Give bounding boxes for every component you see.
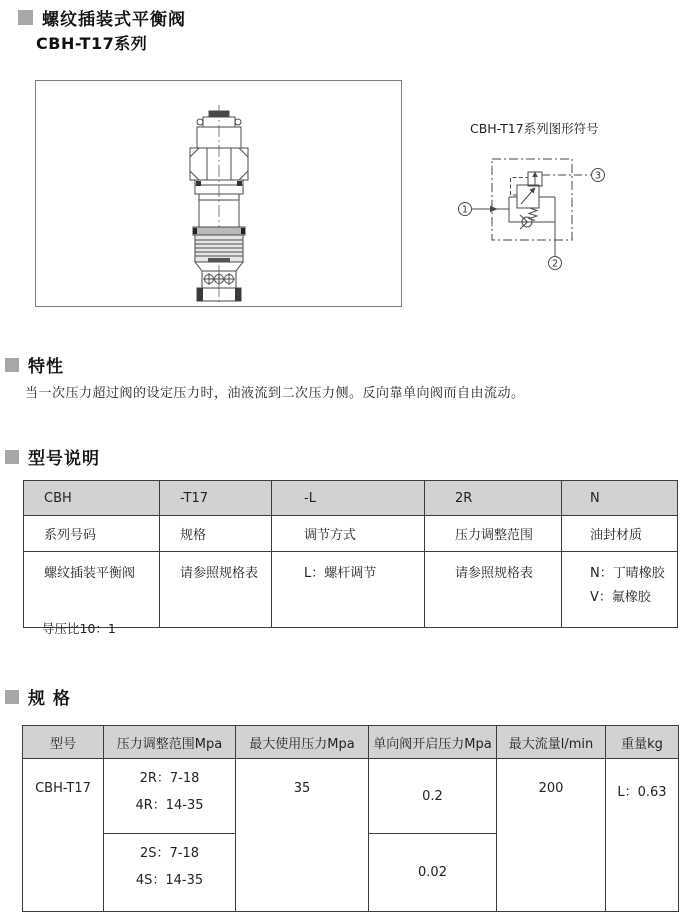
page-subtitle: CBH-T17系列 bbox=[36, 34, 148, 53]
spec-weight: L：0.63 bbox=[606, 759, 679, 912]
spec-check-opening-r: 0.2 bbox=[369, 759, 497, 834]
spec-header-model: 型号 bbox=[23, 726, 104, 759]
value-size: 请参照规格表 bbox=[160, 552, 272, 628]
pilot-ratio-note: 导压比10：1 bbox=[42, 621, 116, 636]
table-row bbox=[23, 759, 679, 834]
value-seal bbox=[562, 552, 678, 628]
features-heading-row bbox=[5, 352, 64, 377]
spec-header-check-opening: 单向阀开启压力Mpa bbox=[369, 726, 497, 759]
model-section-heading-row bbox=[5, 444, 100, 469]
seal-option-v: V：氟橡胶 bbox=[590, 590, 651, 605]
spec-pressure-r-group bbox=[104, 759, 236, 834]
spec-header-max-pressure: 最大使用压力Mpa bbox=[236, 726, 369, 759]
value-pressure-range: 请参照规格表 bbox=[425, 552, 562, 628]
features-heading: 特性 bbox=[28, 357, 64, 377]
valve-drawing bbox=[36, 81, 401, 306]
pressure-range-2s: 2S：7-18 bbox=[139, 846, 200, 861]
valve-drawing-box bbox=[35, 80, 402, 307]
model-section-heading: 型号说明 bbox=[28, 449, 100, 469]
label-size: 规格 bbox=[160, 516, 272, 552]
spec-header-weight: 重量kg bbox=[606, 726, 679, 759]
code-size: -T17 bbox=[160, 481, 272, 516]
pilot-stage-symbol bbox=[511, 172, 543, 196]
spec-section-heading: 规 格 bbox=[28, 689, 71, 709]
label-series: 系列号码 bbox=[24, 516, 160, 552]
table-row bbox=[23, 726, 679, 759]
spec-model: CBH-T17 bbox=[23, 759, 104, 912]
page-title-row bbox=[18, 5, 186, 30]
section-bullet-icon bbox=[5, 358, 19, 372]
value-adjust: L：螺杆调节 bbox=[272, 552, 425, 628]
pressure-range-4s: 4S：14-35 bbox=[135, 873, 204, 888]
value-series: 螺纹插装平衡阀 bbox=[24, 552, 160, 628]
port-3-label: 3 bbox=[594, 170, 602, 182]
section-bullet-icon bbox=[5, 450, 19, 464]
spec-table bbox=[22, 725, 679, 912]
cartridge-boundary-box bbox=[492, 159, 572, 240]
spec-section-heading-row bbox=[5, 684, 71, 709]
pressure-range-2r: 2R：7-18 bbox=[139, 771, 200, 786]
label-pressure-range: 压力调整范围 bbox=[425, 516, 562, 552]
spec-max-pressure: 35 bbox=[236, 759, 369, 912]
code-seal: N bbox=[562, 481, 678, 516]
port-1-label: 1 bbox=[461, 204, 469, 216]
flow-arrow-icon bbox=[490, 206, 498, 212]
spec-pressure-s-group bbox=[104, 834, 236, 912]
spec-header-pressure-range: 压力调整范围Mpa bbox=[104, 726, 236, 759]
code-pressure-range: 2R bbox=[425, 481, 562, 516]
table-row bbox=[24, 516, 678, 552]
label-adjust: 调节方式 bbox=[272, 516, 425, 552]
table-row bbox=[24, 481, 678, 516]
pressure-range-4r: 4R：14-35 bbox=[135, 798, 204, 813]
schematic-title: CBH-T17系列图形符号 bbox=[470, 121, 599, 136]
section-bullet-icon bbox=[18, 10, 33, 25]
spec-check-opening-s: 0.02 bbox=[369, 834, 497, 912]
seal-option-n: N：丁晴橡胶 bbox=[590, 566, 665, 581]
spec-header-max-flow: 最大流量l/min bbox=[497, 726, 606, 759]
features-body: 当一次压力超过阀的设定压力时，油液流到二次压力侧。反向靠单向阀而自由流动。 bbox=[25, 386, 525, 401]
label-seal: 油封材质 bbox=[562, 516, 678, 552]
table-row bbox=[24, 552, 678, 628]
section-bullet-icon bbox=[5, 690, 19, 704]
code-series: CBH bbox=[24, 481, 160, 516]
model-code-table bbox=[23, 480, 678, 628]
spec-max-flow: 200 bbox=[497, 759, 606, 912]
hydraulic-symbol-diagram bbox=[450, 115, 680, 285]
code-adjust: -L bbox=[272, 481, 425, 516]
port-2-label: 2 bbox=[551, 258, 559, 270]
page-title: 螺纹插装式平衡阀 bbox=[42, 10, 186, 30]
